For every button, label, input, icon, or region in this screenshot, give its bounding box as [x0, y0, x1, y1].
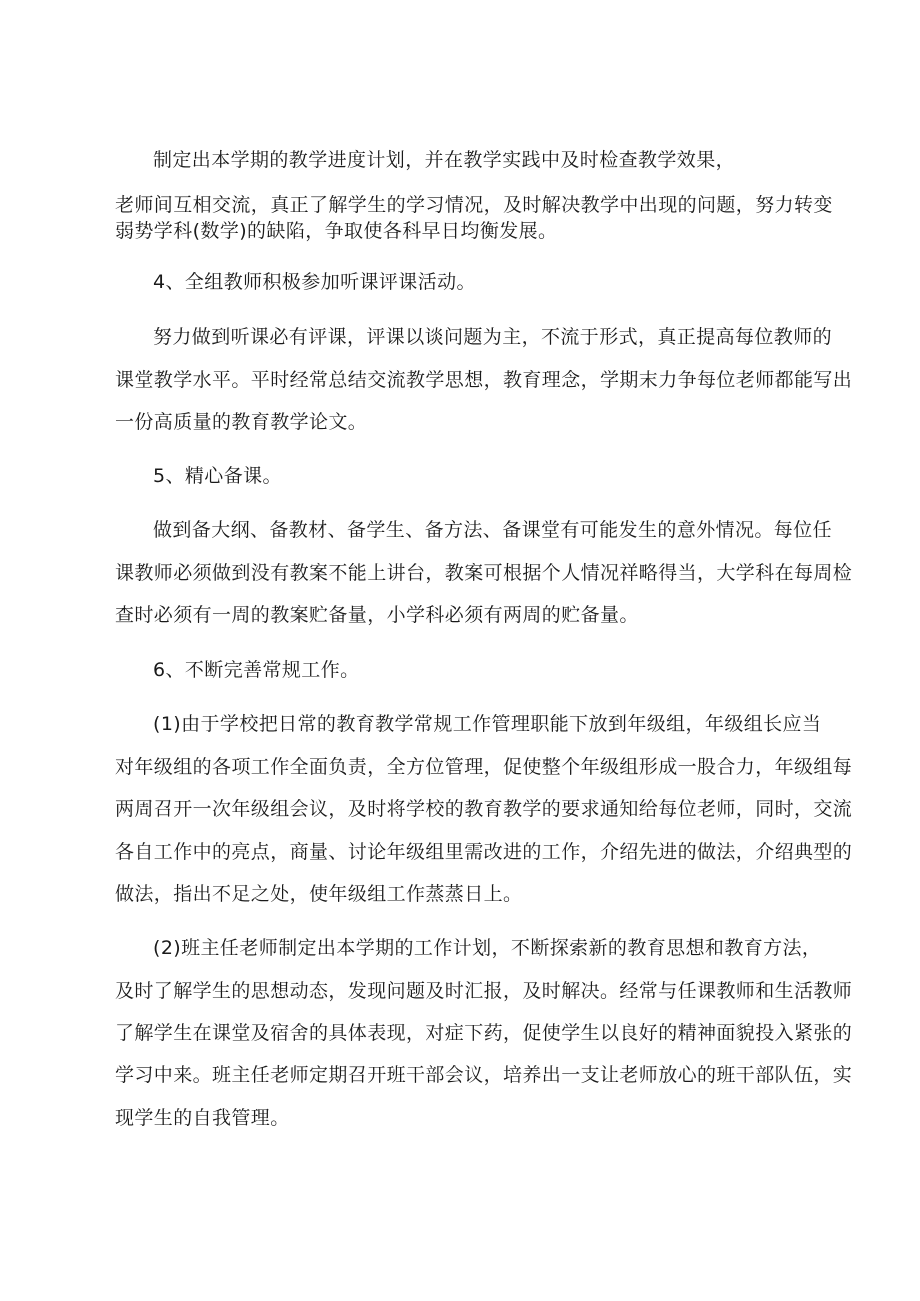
paragraph-line: (1)由于学校把日常的教育教学常规工作管理职能下放到年级组，年级组长应当: [153, 713, 822, 735]
paragraph-line: 做法，指出不足之处，使年级组工作蒸蒸日上。: [115, 883, 523, 905]
paragraph-line: 了解学生在课堂及宿舍的具体表现，对症下药，促使学生以良好的精神面貌投入紧张的: [115, 1022, 853, 1044]
paragraph-line: 制定出本学期的教学进度计划，并在教学实践中及时检查教学效果，: [153, 149, 736, 171]
section-heading: 6、不断完善常规工作。: [153, 659, 360, 681]
paragraph-line: 对年级组的各项工作全面负责，全方位管理，促使整个年级组形成一股合力，年级组每: [115, 756, 853, 778]
paragraph-line: 努力做到听课必有评课，评课以谈问题为主，不流于形式，真正提高每位教师的: [153, 326, 833, 348]
paragraph-line: 两周召开一次年级组会议，及时将学校的教育教学的要求通知给每位老师，同时，交流: [115, 798, 853, 820]
paragraph-line: (2)班主任老师制定出本学期的工作计划，不断探索新的教育思想和教育方法，: [153, 937, 822, 959]
paragraph-line: 老师间互相交流，真正了解学生的学习情况，及时解决教学中出现的问题，努力转变: [115, 194, 833, 216]
paragraph-line: 学习中来。班主任老师定期召开班干部会议，培养出一支让老师放心的班干部队伍，实: [115, 1064, 853, 1086]
paragraph-line: 及时了解学生的思想动态，发现问题及时汇报，及时解决。经常与任课教师和生活教师: [115, 980, 853, 1002]
paragraph-line: 各自工作中的亮点，商量、讨论年级组里需改进的工作，介绍先进的做法，介绍典型的: [115, 841, 853, 863]
paragraph-line: 一份高质量的教育教学论文。: [115, 411, 368, 433]
paragraph-line: 做到备大纲、备教材、备学生、备方法、备课堂有可能发生的意外情况。每位任: [153, 519, 833, 541]
paragraph-line: 弱势学科(数学)的缺陷，争取使各科早日均衡发展。: [115, 220, 558, 242]
paragraph-line: 查时必须有一周的教案贮备量，小学科必须有两周的贮备量。: [115, 604, 639, 626]
paragraph-line: 课堂教学水平。平时经常总结交流教学思想，教育理念，学期末力争每位老师都能写出: [115, 369, 853, 391]
section-heading: 5、精心备课。: [153, 465, 282, 487]
paragraph-line: 课教师必须做到没有教案不能上讲台，教案可根据个人情况祥略得当，大学科在每周检: [115, 562, 853, 584]
paragraph-line: 现学生的自我管理。: [115, 1107, 290, 1129]
section-heading: 4、全组教师积极参加听课评课活动。: [153, 271, 476, 293]
